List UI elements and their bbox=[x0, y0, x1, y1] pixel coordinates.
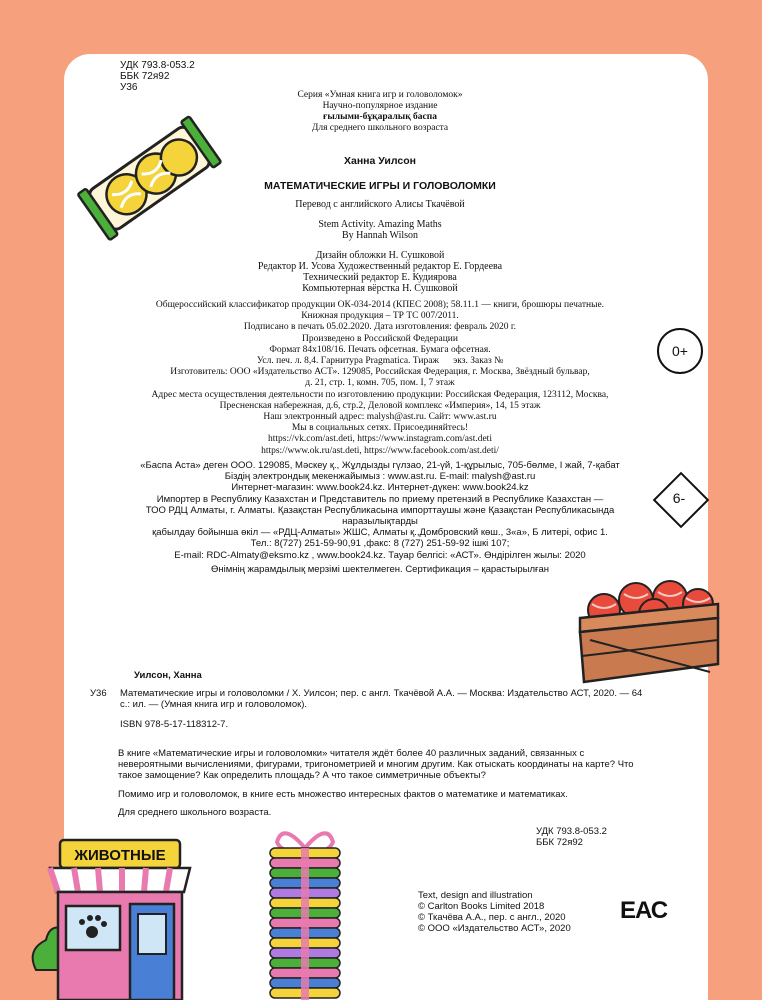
biblio-isbn: ISBN 978-5-17-118312-7. bbox=[120, 719, 229, 730]
annotation-paragraph: Помимо игр и головоломок, в книге есть множество интересных фактов о математике и математиках. bbox=[118, 788, 568, 800]
imprint-block bbox=[110, 300, 650, 457]
imprint-line: Общероссийский классификатор продукции ОК-034-2014 (КПЕС 2008); 58.11.1 — книги, брошюры печатные. bbox=[155, 300, 605, 310]
kz-line: «Баспа Аста» деген ООО. 129085, Мәскеу қ., Жұлдызды гүлзао, 21-үй, 1-құрылыс, 705-бөлме, I жай, 7-қабат bbox=[140, 460, 620, 471]
udk-bottom bbox=[536, 826, 607, 848]
imprint-line: Усл. печ. л. 8,4. Гарнитура Pragmatica. Тираж экз. Заказ № bbox=[256, 356, 504, 367]
udk-code: УДК 793.8-053.2 bbox=[536, 826, 607, 837]
annotation-paragraph: Для среднего школьного возраста. bbox=[118, 806, 272, 818]
annotation-paragraph: В книге «Математические игры и головоломки» читателя ждёт более 40 различных заданий, связанных с невероятными вычислениями, фигурами, тригонометрией и многим другим. Как отыскать координаты на карте? Что такое замощение? Как определить площадь? А что такое симметричные объекты? bbox=[118, 748, 634, 782]
original-author: By Hannah Wilson bbox=[341, 230, 419, 241]
eac-mark: ЕАС bbox=[620, 897, 668, 924]
biblio-record: Математические игры и головоломки / Х. Уилсон; пер. с англ. Ткачёвой А.А. — Москва: Издательство АСТ, 2020. — 64 с.: ил. — (Умная книга игр и головоломок). bbox=[120, 688, 643, 710]
kz-line: E-mail: RDC-Almaty@eksmo.kz , www.book24.kz. Тауар белгісі: «АСТ». Өндірілген жылы: 2020 bbox=[174, 549, 586, 561]
tennis-ball-tube-illustration bbox=[70, 104, 230, 254]
biblio-code: У36 bbox=[90, 688, 107, 699]
age-rating-label: 0+ bbox=[672, 343, 688, 359]
imprint-line: Подписано в печать 05.02.2020. Дата изготовления: февраль 2020 г. bbox=[243, 322, 517, 333]
imprint-line: Наш электронный адрес: malysh@ast.ru. Сайт: www.ast.ru bbox=[263, 412, 497, 423]
kz-line: Тел.: 8(727) 251-59-90,91 ,факс: 8 (727) 251-59-92 ішкі 107; bbox=[250, 538, 510, 550]
original-title: Stem Activity. Amazing Maths bbox=[318, 219, 442, 230]
gift-stack-illustration bbox=[264, 818, 346, 1000]
series-audience: Для среднего школьного возраста bbox=[311, 123, 449, 133]
udk-code: УДК 793.8-053.2 bbox=[120, 60, 195, 71]
kz-line: ТОО РДЦ Алматы, г. Алматы. Қазақстан Республикасына импорттаушы және Қазақстан Республикасында bbox=[145, 504, 615, 516]
crate-illustration bbox=[574, 574, 724, 686]
annotation-block bbox=[118, 748, 648, 825]
imprint-line: https://vk.com/ast.deti, https://www.instagram.com/ast.deti bbox=[268, 434, 492, 445]
biblio-author: Уилсон, Ханна bbox=[134, 670, 202, 681]
series-type-kz: ғылыми-бұқаралық баспа bbox=[323, 112, 437, 122]
kz-line: Интернет-магазин: www.book24.kz. Интернет-дүкен: www.book24.kz bbox=[231, 482, 529, 494]
udk-top bbox=[120, 60, 195, 93]
copyright-line: © ООО «Издательство АСТ», 2020 bbox=[418, 923, 571, 934]
credit-line: Дизайн обложки Н. Сушковой bbox=[315, 250, 445, 261]
bbk-code: ББК 72я92 bbox=[536, 837, 583, 848]
copyright-block bbox=[418, 890, 571, 934]
age-rating-diamond bbox=[651, 470, 707, 526]
imprint-line: Адрес места осуществления деятельности по изготовлению продукции: Российская Федерация, 123112, Москва, bbox=[151, 389, 609, 400]
biblio-row bbox=[90, 688, 650, 730]
book-title: МАТЕМАТИЧЕСКИЕ ИГРЫ И ГОЛОВОЛОМКИ bbox=[264, 180, 496, 192]
kz-line: қабылдау бойынша өкіл — «РДЦ-Алматы» ЖШС, Алматы қ.,Домбровский көш., 3«а», Б литері, офис 1. bbox=[152, 527, 608, 539]
certification-note: Өнімнің жарамдылық мерзімі шектелмеген. Сертификация – қарастырылған bbox=[210, 564, 550, 575]
imprint-line: Пресненская набережная, д.6, стр.2, Деловой комплекс «Империя», 14, 15 этаж bbox=[219, 400, 541, 411]
kz-line: наразылықтарды bbox=[342, 516, 418, 528]
shop-sign-text: ЖИВОТНЫЕ bbox=[74, 847, 166, 864]
credits-block bbox=[120, 250, 640, 294]
translation-note: Перевод с английского Алисы Ткачёвой bbox=[295, 199, 465, 210]
credit-line: Технический редактор Е. Кудиярова bbox=[303, 272, 457, 283]
imprint-line: Книжная продукция – ТР ТС 007/2011. bbox=[301, 311, 459, 322]
copyright-line: © Carlton Books Limited 2018 bbox=[418, 901, 545, 912]
imprint-line: Формат 84x108/16. Печать офсетная. Бумага офсетная. bbox=[269, 344, 491, 355]
bbk-code: ББК 72я92 bbox=[120, 71, 170, 82]
age-rating-circle bbox=[657, 328, 703, 374]
series-type: Научно-популярное издание bbox=[322, 101, 438, 111]
biblio-text bbox=[120, 688, 650, 730]
credit-line: Компьютерная вёрстка Н. Сушковой bbox=[302, 283, 458, 294]
copyright-line: © Ткачёва А.А., пер. с англ., 2020 bbox=[418, 912, 566, 923]
imprint-line: https://www.ok.ru/ast.deti, https://www.facebook.com/ast.deti/ bbox=[261, 445, 499, 456]
imprint-line: Мы в социальных сетях. Присоединяйтесь! bbox=[291, 423, 469, 434]
author-code: У36 bbox=[120, 82, 138, 93]
copyright-line: Text, design and illustration bbox=[418, 890, 533, 901]
author-name: Ханна Уилсон bbox=[344, 155, 416, 167]
bibliographic-record bbox=[90, 670, 650, 730]
imprint-line: д. 21, стр. 1, комн. 705, пом. I, 7 этаж bbox=[305, 378, 455, 389]
credit-line: Редактор И. Усова Художественный редактор Е. Гордеева bbox=[257, 261, 503, 272]
series-name: Серия «Умная книга игр и головоломок» bbox=[297, 90, 463, 100]
imprint-line: Произведено в Российской Федерации bbox=[302, 333, 458, 344]
kazakhstan-block bbox=[90, 460, 670, 561]
shop-illustration bbox=[30, 820, 200, 1000]
imprint-line: Изготовитель: ООО «Издательство АСТ». 129085, Российская Федерация, г. Москва, Звёздный бульвар, bbox=[170, 367, 590, 378]
kz-line: Импортер в Республику Казахстан и Представитель по приему претензий в Республике Казахстан — bbox=[156, 493, 604, 505]
kz-line: Біздің электрондық мекенжайымыз : www.ast.ru. E-mail: malysh@ast.ru bbox=[224, 471, 536, 483]
age-rating-label: 6- bbox=[672, 490, 686, 506]
